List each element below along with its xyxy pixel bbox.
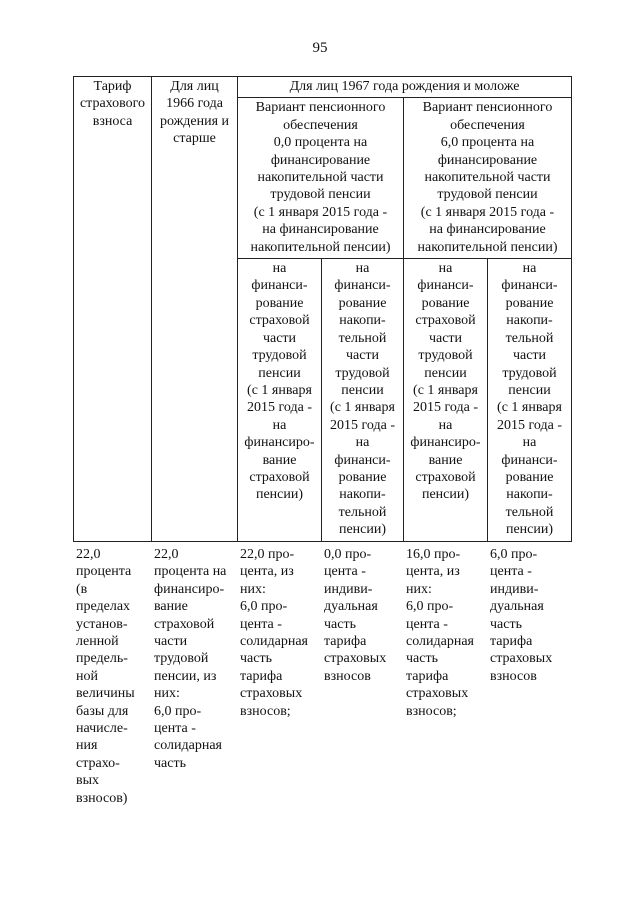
text-line: на bbox=[272, 417, 287, 433]
text-line: цента, из bbox=[240, 564, 294, 580]
text-line: установ- bbox=[76, 616, 128, 632]
text-line: солидарная bbox=[406, 634, 474, 650]
text-line: страхового bbox=[79, 96, 146, 112]
text-line: трудовой пенсии bbox=[270, 187, 371, 203]
text-line: рование bbox=[505, 295, 554, 311]
text-line: пенсии) bbox=[505, 522, 554, 538]
text-line: 2015 года - bbox=[330, 417, 395, 433]
text-line: взноса bbox=[92, 113, 133, 129]
text-line: ленной bbox=[76, 634, 119, 650]
text-line: на финансирование bbox=[262, 222, 379, 238]
text-line: финанси- bbox=[334, 452, 391, 468]
text-line: (с 1 января bbox=[247, 382, 312, 398]
text-line: взносов; bbox=[240, 703, 291, 719]
text-line: части bbox=[512, 348, 547, 364]
text-line: часть bbox=[154, 755, 186, 771]
text-line: дуальная bbox=[324, 599, 378, 615]
text-line: на bbox=[438, 417, 453, 433]
text-line: (с 1 января bbox=[413, 382, 478, 398]
text-line: трудовой bbox=[154, 651, 209, 667]
text-line: дуальная bbox=[490, 599, 544, 615]
text-line: 0,0 процента на bbox=[273, 135, 368, 151]
text-line: тарифа bbox=[240, 668, 283, 684]
text-line: базы для bbox=[76, 703, 129, 719]
text-line: пенсии) bbox=[255, 487, 304, 503]
text-line: солидарная bbox=[240, 634, 308, 650]
text-line: 2015 года - bbox=[497, 417, 562, 433]
text-line: предель- bbox=[76, 651, 128, 667]
text-line: накопи- bbox=[506, 313, 553, 329]
text-line: страховой bbox=[249, 469, 310, 485]
text-line: величины bbox=[76, 686, 135, 702]
text-line: 1966 года bbox=[166, 96, 223, 112]
text-line: взносов bbox=[490, 668, 537, 684]
text-line: обеспечения bbox=[283, 117, 358, 133]
text-line: трудовой bbox=[418, 348, 473, 364]
header-variant-a-insurance-part bbox=[238, 259, 322, 542]
text-line: страховых bbox=[324, 651, 387, 667]
text-line: обеспечения bbox=[450, 117, 525, 133]
header-variant-a-funded-part bbox=[322, 259, 404, 542]
text-line: финансиро- bbox=[154, 581, 225, 597]
text-line: солидарная bbox=[154, 738, 222, 754]
text-line: трудовой пенсии bbox=[437, 187, 538, 203]
text-line: цента - bbox=[324, 564, 366, 580]
text-line: тельной bbox=[505, 504, 554, 520]
text-line: тарифа bbox=[406, 668, 449, 684]
text-line: накопительной пенсии) bbox=[417, 239, 558, 255]
text-line: цента, из bbox=[406, 564, 460, 580]
text-line: ной bbox=[76, 668, 98, 684]
text-line: рование bbox=[505, 469, 554, 485]
text-line: страховой bbox=[415, 313, 476, 329]
text-line: на bbox=[355, 435, 370, 451]
text-line: 6,0 про- bbox=[490, 547, 538, 562]
header-variant-b-insurance-part bbox=[404, 259, 488, 542]
header-variant-6-percent bbox=[404, 98, 572, 259]
text-line: тельной bbox=[338, 330, 387, 346]
text-line: части bbox=[154, 634, 188, 650]
text-line: рование bbox=[338, 295, 387, 311]
text-line: страхо- bbox=[76, 755, 120, 771]
text-line: тельной bbox=[505, 330, 554, 346]
text-line: трудовой bbox=[335, 365, 390, 381]
text-line: начисле- bbox=[76, 721, 128, 737]
text-line: на bbox=[522, 261, 537, 277]
text-line: 22,0 bbox=[76, 547, 101, 562]
text-line: накопи- bbox=[339, 487, 386, 503]
text-line: пенсии, из bbox=[154, 668, 217, 684]
text-line: вых bbox=[76, 773, 100, 789]
text-line: них: bbox=[154, 686, 180, 702]
text-line: пенсии bbox=[508, 382, 551, 398]
text-line: 0,0 про- bbox=[324, 547, 372, 562]
cell-variant-b-funded-rate bbox=[487, 546, 571, 807]
header-variant-0-percent bbox=[238, 98, 404, 259]
text-line: финансирование bbox=[437, 152, 538, 168]
cell-variant-b-insurance-rate bbox=[403, 546, 487, 807]
text-line: 6,0 процента на bbox=[440, 135, 535, 151]
table-row bbox=[73, 546, 571, 807]
text-line: вание bbox=[428, 452, 463, 468]
text-line: взносов) bbox=[76, 790, 128, 806]
text-line: 6,0 про- bbox=[240, 599, 288, 615]
cell-variant-a-funded-rate bbox=[321, 546, 403, 807]
text-line: страховой bbox=[249, 313, 310, 329]
text-line: взносов bbox=[324, 668, 371, 684]
text-line: 22,0 bbox=[154, 547, 179, 562]
text-line: часть bbox=[490, 616, 522, 632]
text-line: (с 1 января bbox=[330, 400, 395, 416]
text-line: взносов; bbox=[406, 703, 457, 719]
text-line: них: bbox=[240, 581, 266, 597]
text-line: финанси- bbox=[501, 278, 558, 294]
text-line: старше bbox=[173, 131, 216, 147]
header-tariff bbox=[74, 77, 152, 542]
text-line: цента - bbox=[490, 564, 532, 580]
text-line: Вариант пенсионного bbox=[422, 100, 553, 116]
text-line: 2015 года - bbox=[247, 400, 312, 416]
text-line: 16,0 про- bbox=[406, 547, 461, 562]
text-line: 22,0 про- bbox=[240, 547, 295, 562]
text-line: финанси- bbox=[251, 278, 308, 294]
text-line: трудовой bbox=[252, 348, 307, 364]
text-line: пенсии bbox=[258, 365, 301, 381]
text-line: трудовой bbox=[502, 365, 557, 381]
text-line: на bbox=[272, 261, 287, 277]
text-line: финансиро- bbox=[410, 435, 481, 451]
text-line: рование bbox=[255, 295, 304, 311]
text-line: 6,0 про- bbox=[154, 703, 202, 719]
text-line: рождения и bbox=[159, 113, 230, 129]
text-line: (с 1 января 2015 года - bbox=[420, 204, 555, 220]
text-line: на bbox=[522, 435, 537, 451]
page-number: 95 bbox=[312, 40, 328, 56]
text-line: накопительной части bbox=[424, 170, 551, 186]
text-line: них: bbox=[406, 581, 432, 597]
header-born-1967-and-younger: Для лиц 1967 года рождения и моложе bbox=[238, 77, 572, 98]
text-line: страховой bbox=[154, 616, 215, 632]
text-line: на bbox=[438, 261, 453, 277]
text-line: 2015 года - bbox=[413, 400, 478, 416]
contribution-rates-table-header bbox=[73, 76, 572, 542]
text-line: накопи- bbox=[506, 487, 553, 503]
text-line: страховых bbox=[490, 651, 553, 667]
text-line: накопи- bbox=[339, 313, 386, 329]
text-line: страховых bbox=[240, 686, 303, 702]
text-line: части bbox=[345, 348, 380, 364]
header-born-1966-and-older bbox=[152, 77, 238, 542]
text-line: финансиро- bbox=[244, 435, 315, 451]
text-line: вание bbox=[262, 452, 297, 468]
text-line: рование bbox=[338, 469, 387, 485]
text-line: (с 1 января 2015 года - bbox=[253, 204, 388, 220]
cell-born-1966-rate bbox=[151, 546, 237, 807]
header-variant-b-funded-part bbox=[488, 259, 572, 542]
text-line: часть bbox=[406, 651, 438, 667]
text-line: вание bbox=[154, 599, 188, 615]
text-line: части bbox=[428, 330, 463, 346]
text-line: пенсии) bbox=[338, 522, 387, 538]
text-line: цента - bbox=[154, 721, 196, 737]
text-line: ния bbox=[76, 738, 98, 754]
text-line: части bbox=[262, 330, 297, 346]
text-line: индиви- bbox=[490, 581, 539, 597]
text-line: цента - bbox=[240, 616, 282, 632]
text-line: часть bbox=[324, 616, 356, 632]
text-line: процента на bbox=[154, 564, 227, 580]
text-line: тельной bbox=[338, 504, 387, 520]
text-line: страховых bbox=[406, 686, 469, 702]
text-line: 6,0 про- bbox=[406, 599, 454, 615]
text-line: (в bbox=[76, 581, 88, 597]
text-line: финансирование bbox=[270, 152, 371, 168]
text-line: пенсии) bbox=[421, 487, 470, 503]
text-line: рование bbox=[421, 295, 470, 311]
cell-variant-a-insurance-rate bbox=[237, 546, 321, 807]
text-line: Вариант пенсионного bbox=[255, 100, 386, 116]
text-line: на финансирование bbox=[429, 222, 546, 238]
text-line: пенсии bbox=[341, 382, 384, 398]
cell-tariff bbox=[73, 546, 151, 807]
text-line: финанси- bbox=[501, 452, 558, 468]
text-line: накопительной части bbox=[257, 170, 384, 186]
text-line: (с 1 января bbox=[497, 400, 562, 416]
text-line: часть bbox=[240, 651, 272, 667]
text-line: тарифа bbox=[324, 634, 367, 650]
text-line: на bbox=[355, 261, 370, 277]
text-line: страховой bbox=[415, 469, 476, 485]
text-line: пределах bbox=[76, 599, 131, 615]
text-line: индиви- bbox=[324, 581, 373, 597]
text-line: пенсии bbox=[424, 365, 467, 381]
text-line: цента - bbox=[406, 616, 448, 632]
text-line: накопительной пенсии) bbox=[250, 239, 391, 255]
text-line: финанси- bbox=[334, 278, 391, 294]
text-line: финанси- bbox=[417, 278, 474, 294]
text-line: тарифа bbox=[490, 634, 533, 650]
text-line: процента bbox=[76, 564, 132, 580]
text-line: Для лиц bbox=[170, 79, 219, 94]
text-line: Тариф bbox=[93, 79, 132, 94]
